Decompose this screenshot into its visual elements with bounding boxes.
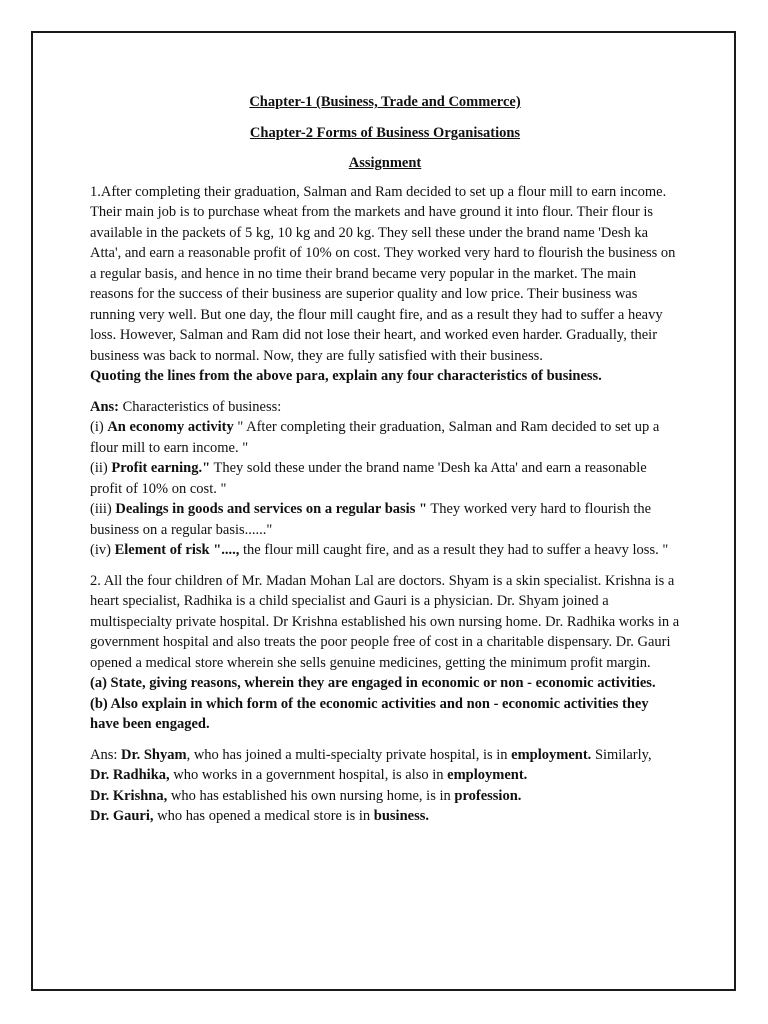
answer-2-line	[90, 765, 680, 786]
answer-2-line	[90, 745, 680, 766]
answer-label: Ans:	[90, 746, 122, 763]
answer-text: who works in a government hospital, is also in	[169, 767, 448, 783]
item-title: An economy activity	[107, 419, 234, 435]
answer-text: , who has joined a multi-specialty private hospital, is in	[186, 746, 512, 763]
answer-1-item	[90, 458, 680, 499]
question-2-part-a	[90, 673, 680, 694]
question-1-text: 1.After completing their graduation, Salman and Ram decided to set up a flour mill to earn income. Their main job is to purchase wheat from the markets and have ground it into flour. Their flour is available in the packets of 5 kg, 10 kg and 20 kg. They sell these under the brand name 'Desh ka Atta', and earn a reasonable profit of 10% on cost. They worked very hard to flourish the business on a regular basis, and hence in no time their brand became very popular in the market. The main reasons for the success of their business are superior quality and low price. Their business was running very well. But one day, the flour mill caught fire, and as a result they had to suffer a heavy loss. However, Salman and Ram did not lose their heart, and worked even harder. Gradually, their business was back to normal. Now, they are fully satisfied with their business.	[90, 183, 676, 364]
answer-text: Similarly,	[591, 746, 652, 763]
answer-text: who has opened a medical store is in	[153, 808, 374, 824]
assignment-heading: Assignment	[348, 155, 422, 171]
activity-form: employment.	[511, 746, 592, 763]
answer-1-item	[90, 540, 680, 561]
answer-1-item	[90, 499, 680, 540]
answer-label: Ans:	[90, 398, 120, 415]
item-number: (ii)	[90, 460, 112, 476]
item-title: Profit earning."	[111, 460, 211, 476]
question-1-prompt-text: Quoting the lines from the above para, explain any four characteristics of business.	[90, 368, 602, 384]
item-quote: the flour mill caught fire, and as a result they had to suffer a heavy loss. "	[239, 542, 669, 558]
question-1-prompt	[90, 366, 680, 387]
answer-text: who has established his own nursing home, is in	[167, 787, 455, 804]
chapter2-heading: Chapter-2 Forms of Business Organisations	[249, 124, 521, 141]
answer-1-intro-text: Characteristics of business:	[119, 398, 282, 415]
item-title: Element of risk "....,	[114, 542, 240, 558]
item-title: Dealings in goods and services on a regular basis "	[115, 501, 428, 517]
question-2-part-b	[90, 694, 680, 735]
item-quote: They worked very hard to flourish the business on a regular basis......"	[90, 501, 652, 538]
question-2-text: 2. All the four children of Mr. Madan Mohan Lal are doctors. Shyam is a skin specialist. Krishna is a heart specialist, Radhika is a child specialist and Gauri is a physician. Dr. Shyam joined a multispecialty private hospital. Dr Krishna established his own nursing home. Dr. Radhika works in a government hospital and also treats the poor people free of cost in a charitable dispensary. Dr. Gauri opened a medical store wherein she sells genuine medicines, getting the minimum profit margin.	[90, 572, 680, 671]
answer-2-line	[90, 786, 680, 807]
activity-form: employment.	[447, 767, 528, 783]
doctor-name: Dr. Shyam	[121, 746, 187, 763]
answer-1-intro	[90, 397, 680, 418]
doctor-name: Dr. Radhika,	[90, 767, 170, 783]
activity-form: business.	[373, 808, 429, 824]
item-number: (i)	[90, 419, 108, 435]
answer-2-line	[90, 806, 680, 827]
doctor-name: Dr. Krishna,	[90, 787, 168, 804]
chapter1-heading: Chapter-1 (Business, Trade and Commerce)	[249, 94, 521, 110]
item-number: (iii)	[90, 501, 116, 517]
question-2-part-a-text: (a) State, giving reasons, wherein they are engaged in economic or non - economic activities.	[90, 675, 656, 691]
doctor-name: Dr. Gauri,	[90, 808, 154, 824]
answer-1-item	[90, 417, 680, 458]
item-quote: " After completing their graduation, Salman and Ram decided to set up a flour mill to earn income. "	[90, 419, 660, 456]
document-body	[90, 92, 680, 827]
item-number: (iv)	[90, 542, 115, 558]
question-2-part-b-text: (b) Also explain in which form of the economic activities and non - economic activities they have been engaged.	[90, 695, 649, 732]
item-quote: They sold these under the brand name 'Desh ka Atta' and earn a reasonable profit of 10% on cost. "	[90, 460, 647, 497]
activity-form: profession.	[454, 787, 522, 804]
